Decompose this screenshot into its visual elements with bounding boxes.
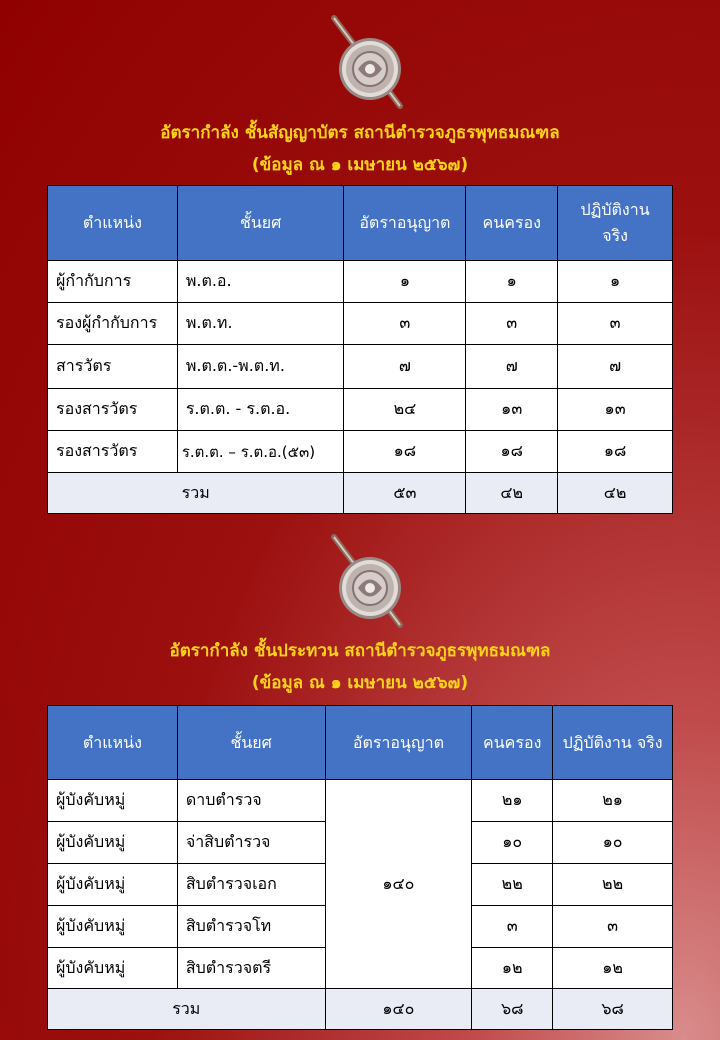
header-rank: ชั้นยศ [177,706,325,780]
cell-holding: ๒๒ [472,864,553,906]
cell-rank: พ.ต.ต.-พ.ต.ท. [177,345,344,389]
cell-holding: ๑๓ [466,389,558,431]
table-row [48,303,673,345]
cell-holding: ๑๐ [472,822,553,864]
cell-holding: ๗ [466,345,558,389]
cell-actual: ๑๓ [558,389,673,431]
cell-quota-merged: ๑๔๐ [325,780,472,989]
table-header-row [48,706,673,780]
cell-holding: ๑๘ [466,431,558,473]
cell-quota: ๓ [344,303,466,345]
section-2-title: อัตรากำลัง ชั้นประทวน สถานีตำรวจภูธรพุทธมณฑล [169,641,551,661]
police-emblem-icon [328,14,408,114]
cell-actual: ๑ [558,261,673,303]
total-holding: ๖๘ [472,989,553,1030]
table-header-row [48,186,673,261]
cell-quota: ๑ [344,261,466,303]
cell-rank: ร.ต.ต. – ร.ต.อ.(๕๓) [177,431,344,473]
table-row [48,261,673,303]
header-position: ตำแหน่ง [48,706,178,780]
table-row [48,780,673,822]
table-row [48,389,673,431]
header-actual: ปฏิบัติงาน จริง [558,186,673,261]
cell-actual: ๑๒ [553,948,673,989]
total-label: รวม [48,473,344,514]
section-1-subtitle: (ข้อมูล ณ ๑ เมษายน ๒๕๖๗) [251,155,469,175]
table-row [48,345,673,389]
cell-position: ผู้บังคับหมู่ [48,948,178,989]
cell-position: ผู้บังคับหมู่ [48,864,178,906]
header-quota: อัตราอนุญาต [325,706,472,780]
police-emblem-icon [328,533,408,633]
total-actual: ๔๒ [558,473,673,514]
total-label: รวม [48,989,326,1030]
cell-actual: ๒๒ [553,864,673,906]
cell-holding: ๑ [466,261,558,303]
cell-holding: ๓ [466,303,558,345]
header-quota: อัตราอนุญาต [344,186,466,261]
section-1-title: อัตรากำลัง ชั้นสัญญาบัตร สถานีตำรวจภูธรพุทธมณฑล [160,123,560,143]
cell-position: สารวัตร [48,345,178,389]
cell-actual: ๑๘ [558,431,673,473]
cell-rank: จ่าสิบตำรวจ [177,822,325,864]
cell-holding: ๑๒ [472,948,553,989]
cell-actual: ๓ [558,303,673,345]
cell-position: รองสารวัตร [48,389,178,431]
cell-rank: ดาบตำรวจ [177,780,325,822]
table-row [48,431,673,473]
commissioned-officers-table [47,185,673,514]
header-holding: คนครอง [466,186,558,261]
header-position: ตำแหน่ง [48,186,178,261]
total-row [48,989,673,1030]
total-holding: ๔๒ [466,473,558,514]
cell-actual: ๓ [553,906,673,948]
non-commissioned-officers-table [47,705,673,1030]
total-row [48,473,673,514]
cell-position: รองผู้กำกับการ [48,303,178,345]
total-quota: ๕๓ [344,473,466,514]
cell-rank: สิบตำรวจโท [177,906,325,948]
section-2-subtitle: (ข้อมูล ณ ๑ เมษายน ๒๕๖๗) [251,673,469,693]
cell-position: ผู้บังคับหมู่ [48,906,178,948]
cell-actual: ๗ [558,345,673,389]
cell-holding: ๓ [472,906,553,948]
cell-quota: ๑๘ [344,431,466,473]
header-actual: ปฏิบัติงาน จริง [553,706,673,780]
cell-rank: พ.ต.ท. [177,303,344,345]
total-actual: ๖๘ [553,989,673,1030]
cell-actual: ๑๐ [553,822,673,864]
cell-rank: ร.ต.ต. - ร.ต.อ. [177,389,344,431]
total-quota: ๑๔๐ [325,989,472,1030]
cell-position: ผู้บังคับหมู่ [48,822,178,864]
header-rank: ชั้นยศ [177,186,344,261]
cell-actual: ๒๑ [553,780,673,822]
cell-quota: ๗ [344,345,466,389]
cell-quota: ๒๔ [344,389,466,431]
header-holding: คนครอง [472,706,553,780]
cell-rank: สิบตำรวจตรี [177,948,325,989]
cell-rank: พ.ต.อ. [177,261,344,303]
cell-position: ผู้บังคับหมู่ [48,780,178,822]
cell-position: รองสารวัตร [48,431,178,473]
cell-holding: ๒๑ [472,780,553,822]
cell-rank: สิบตำรวจเอก [177,864,325,906]
cell-position: ผู้กำกับการ [48,261,178,303]
